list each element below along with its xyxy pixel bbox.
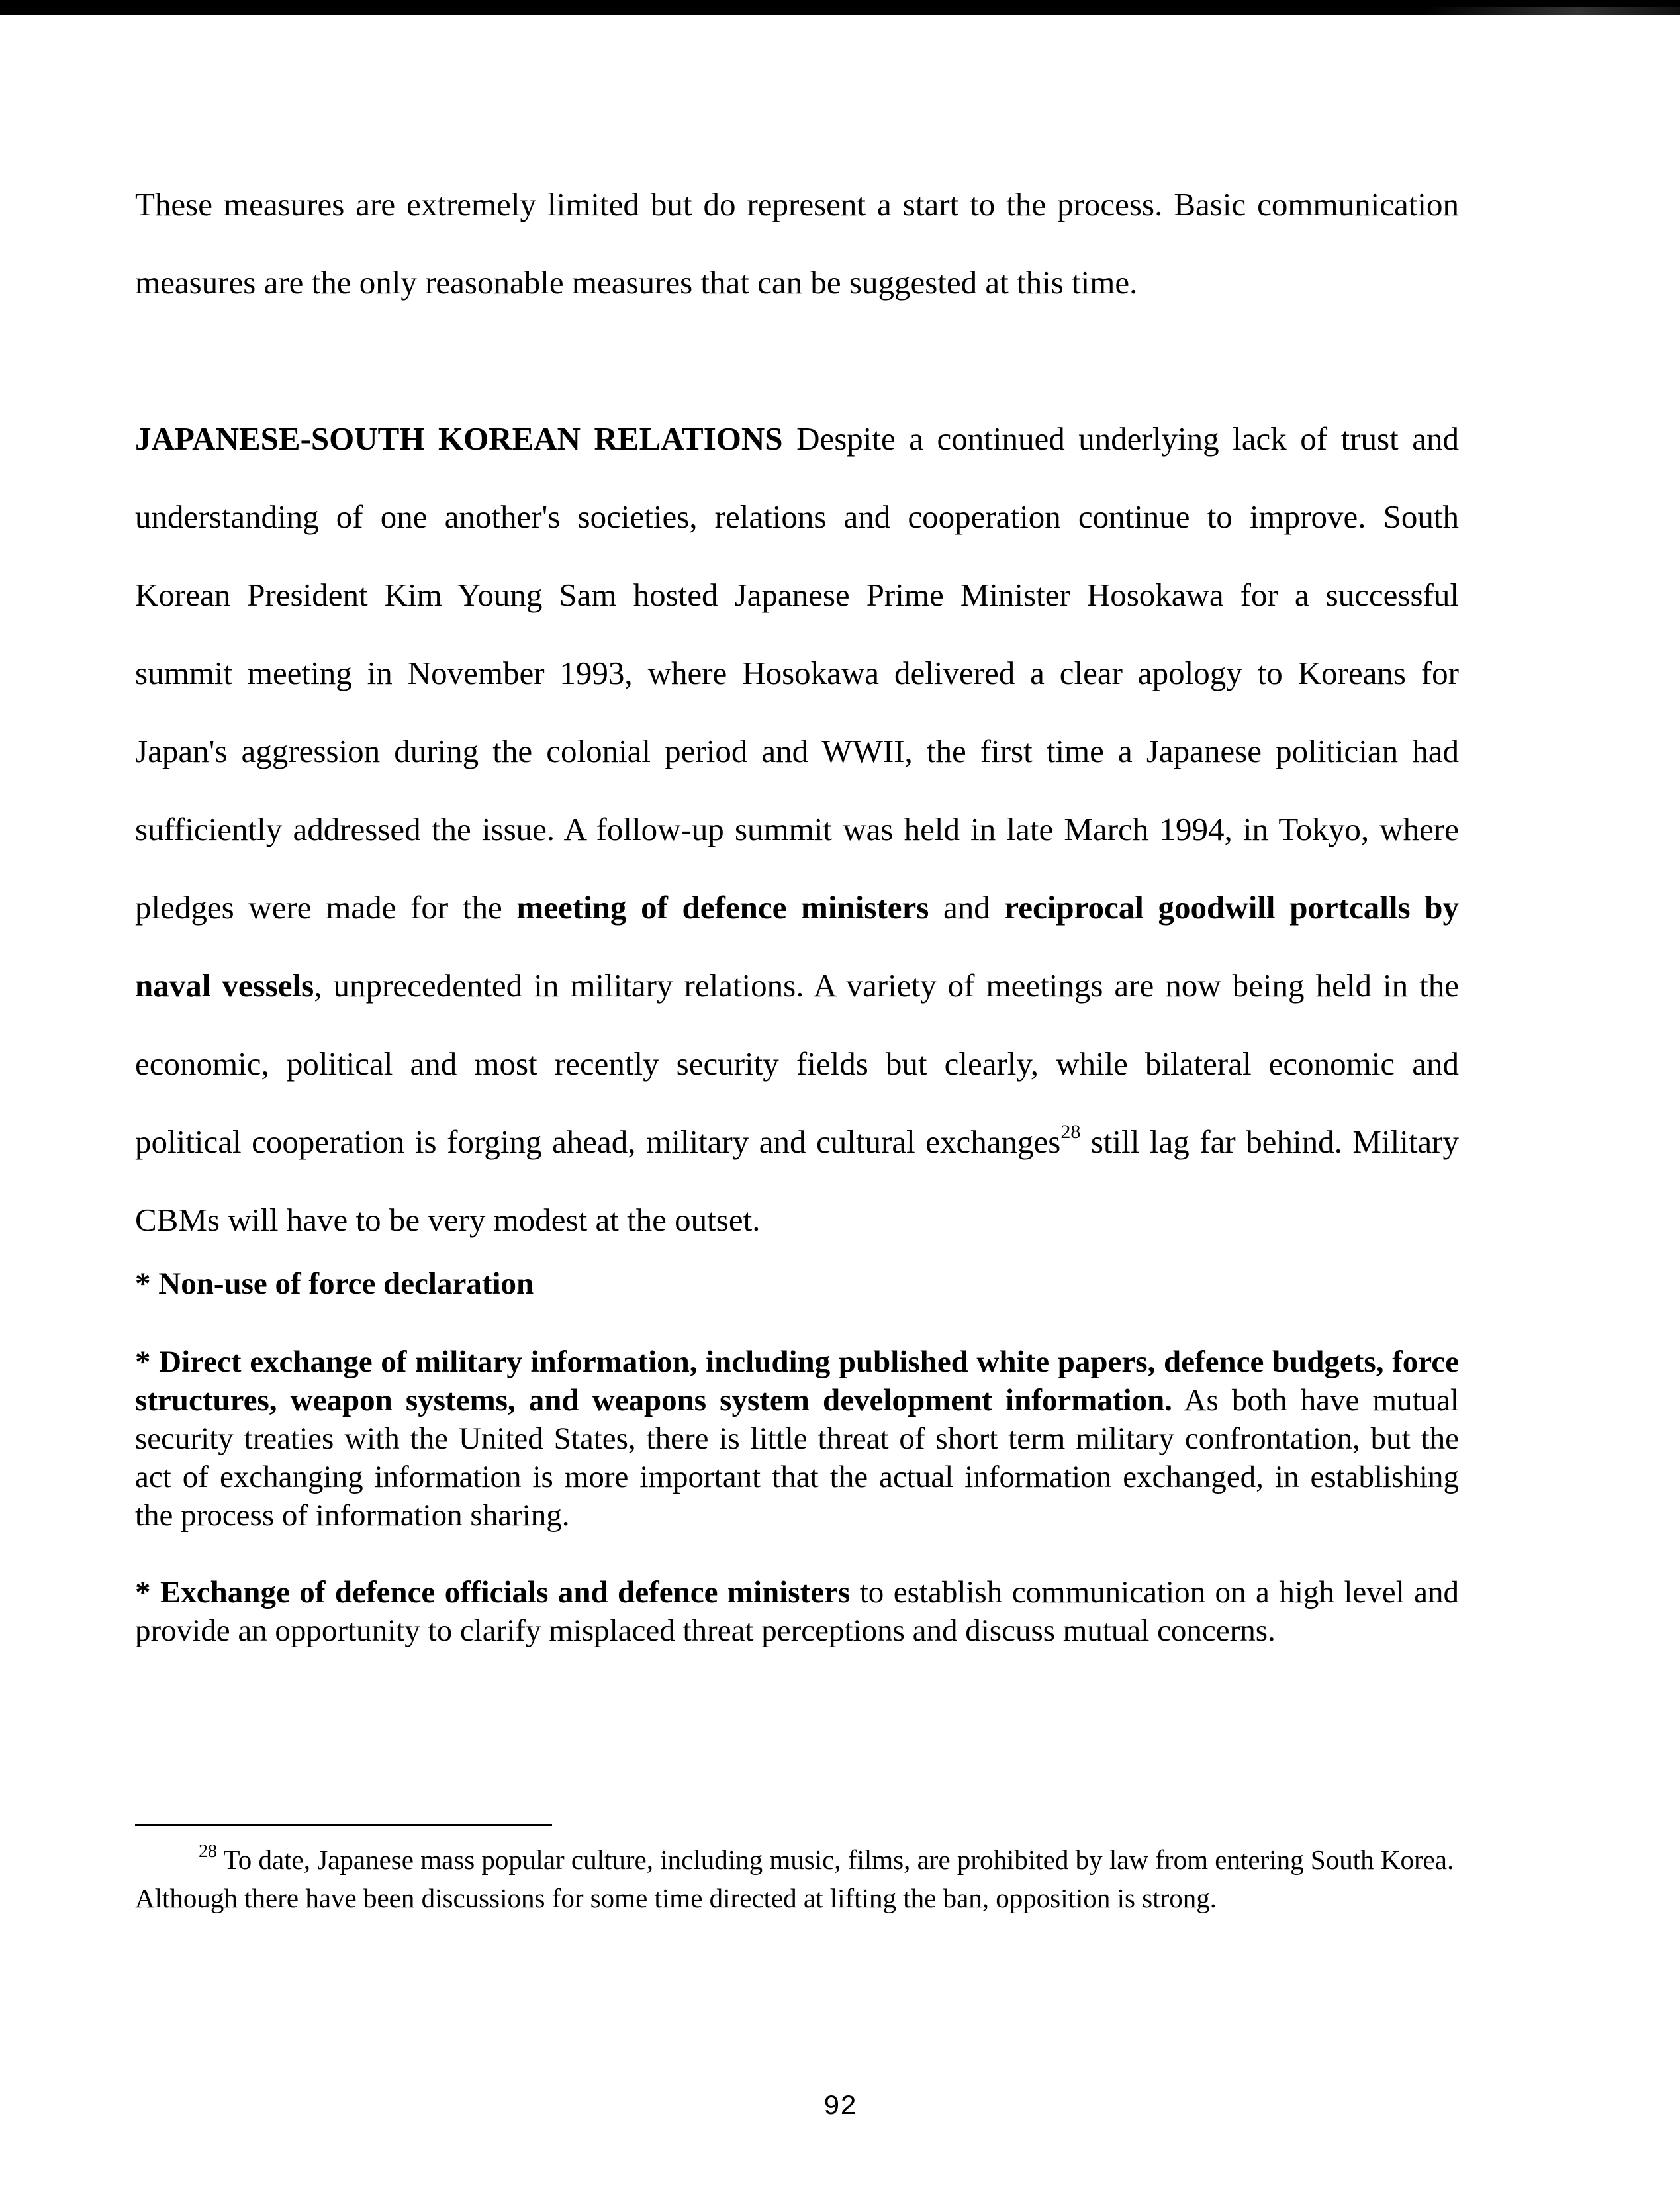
bullet-bold: * Direct exchange of military information, including published white papers, defence budgets, force structures, weapon systems, and weapons system development information.	[135, 1345, 1459, 1417]
section-heading: JAPANESE-SOUTH KOREAN RELATIONS	[135, 420, 783, 457]
bullet-text: to establish communication on a high level and provide an opportunity to clarify misplaced threat perceptions and discuss mutual concerns.	[135, 1575, 1459, 1648]
footnote	[135, 1841, 1459, 1917]
top-scan-border-edge	[1423, 7, 1680, 15]
bullet-text: As both have mutual security treaties with the United States, there is little threat of short term military confrontation, but the act of exchanging information is more important that the actual information exchanged, in establishing the process of information sharing.	[135, 1383, 1459, 1533]
bullet-bold: * Non-use of force declaration	[135, 1267, 534, 1301]
footnote-reference[interactable]: 28	[1060, 1121, 1081, 1143]
footnote-separator	[135, 1824, 552, 1826]
page-body	[135, 166, 1459, 1650]
bullet-bold: * Exchange of defence officials and defence ministers	[135, 1575, 851, 1609]
section-text-1: Despite a continued underlying lack of trust and understanding of one another's societies, relations and cooperation continue to improve. South Korean President Kim Young Sam hosted Japanese Prime Minister Hosokawa for a successful summit meeting in November 1993, where Hosokawa delivered a clear apology to Koreans for Japan's aggression during the colonial period and WWII, the first time a Japanese politician had sufficiently addressed the issue. A follow-up summit was held in late March 1994, in Tokyo, where pledges were made for the	[135, 420, 1459, 926]
section-bold-2: reciprocal goodwill portcalls by naval vessels	[135, 889, 1459, 1004]
intro-paragraph: These measures are extremely limited but do represent a start to the process. Basic communication measures are the only reasonable measures that can be suggested at this time.	[135, 186, 1459, 301]
bullet-item	[135, 1573, 1459, 1650]
section-text-4: still lag far behind. Military CBMs will have to be very modest at the outset.	[135, 1124, 1459, 1238]
footnote-text: To date, Japanese mass popular culture, including music, films, are prohibited by law from entering South Korea. Although there have been discussions for some time directed at lifting the ban, opposition is strong.	[135, 1845, 1454, 1913]
bullet-item	[135, 1343, 1459, 1535]
section-bold-1: meeting of defence ministers	[516, 889, 929, 926]
page-number: 92	[823, 2091, 857, 2123]
footnote-number: 28	[199, 1841, 217, 1862]
section-text-2: and	[929, 889, 1005, 926]
section-paragraph	[135, 400, 1459, 1259]
section-text-3: , unprecedented in military relations. A variety of meetings are now being held in the economic, political and most recently security fields but clearly, while bilateral economic and political cooperation is forging ahead, military and cultural exchanges	[135, 967, 1459, 1160]
bullet-item	[135, 1265, 1459, 1303]
